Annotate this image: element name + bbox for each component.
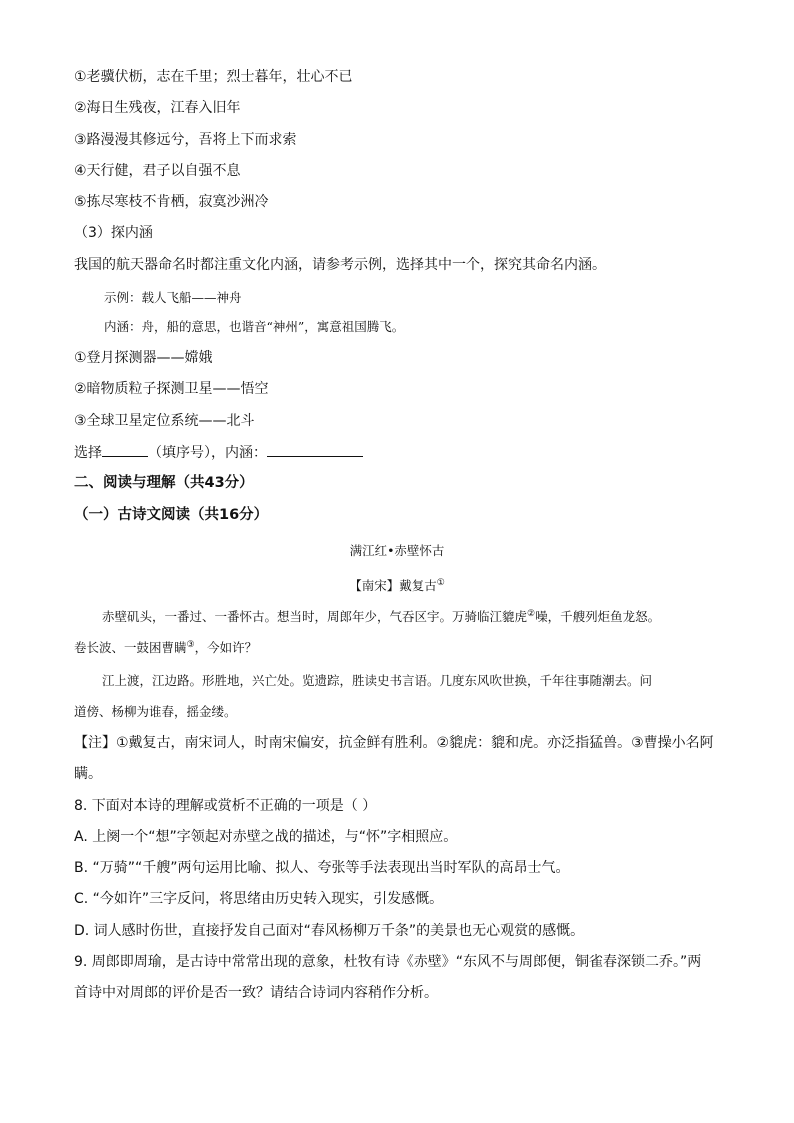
section3-choice-2: ②暗物质粒子探测卫星——悟空 [74,381,269,397]
poem-author-text: 【南宋】戴复古 [349,578,437,593]
poem-author [0,576,794,596]
poem-title: 满江红•赤壁怀古 [349,543,445,558]
note-mark-2: ② [527,608,536,619]
poem-stanza1-line1 [102,607,660,627]
option-item-3: ③路漫漫其修远兮，吾将上下而求索 [74,132,297,148]
question9-line-2: 首诗中对周郎的评价是否一致？请结合诗词内容稍作分析。 [74,985,438,1001]
question8-option-c[interactable]: C. “今如许”三字反问，将思绪由历史转入现实，引发感慨。 [74,891,444,907]
question8-stem: 8. 下面对本诗的理解或赏析不正确的一项是（ ） [74,798,377,814]
select-number-blank[interactable] [102,442,148,457]
section3-choice-3: ③全球卫星定位系统——北斗 [74,413,255,429]
question8-option-b[interactable]: B. “万骑”“千艘”两句运用比喻、拟人、夸张等手法表现出当时军队的高昂士气。 [74,860,570,876]
note-mark-3: ③ [186,639,195,650]
section3-instruction: 我国的航天器命名时都注重文化内涵，请参考示例，选择其中一个，探究其命名内涵。 [74,257,606,273]
section3-heading: （3）探内涵 [74,225,153,241]
author-note-mark: ① [436,577,445,588]
question8-option-d[interactable]: D. 词人感时伤世，直接抒发自己面对“春风杨柳万千条”的美景也无心观赏的感慨。 [74,923,585,939]
option-item-1: ①老骥伏枥，志在千里；烈士暮年，壮心不已 [74,69,353,85]
answer-select-label: 选择 [74,445,102,461]
notes-line-1: 【注】①戴复古，南宋词人，时南宋偏安，抗金鲜有胜利。②貔虎：貔和虎。亦泛指猛兽。③曹操小名阿 [74,735,714,751]
section3-choice-1: ①登月探测器——嫦娥 [74,350,213,366]
stanza1-line2-part-b: ，今如许？ [194,640,258,655]
section3-answer-line [74,442,363,463]
poem-stanza1-line2 [74,638,257,658]
question8-option-a[interactable]: A. 上阕一个“想”字领起对赤壁之战的描述，与“怀”字相照应。 [74,829,458,845]
stanza1-line1-part-b: 噪，千艘列炬鱼龙怒。 [535,609,661,624]
stanza1-line1-part-a: 赤壁矶头，一番过、一番怀古。想当时，周郎年少，气吞区宇。万骑临江貔虎 [102,609,528,624]
option-item-5: ⑤拣尽寒枝不肯栖，寂寞沙洲冷 [74,194,269,210]
part2-heading: 二、阅读与理解（共43分） [74,475,254,491]
notes-line-2: 瞒。 [74,766,102,782]
answer-fill-label: （填序号），内涵： [148,445,267,461]
stanza1-line2-part-a: 卷长波、一鼓困曹瞒 [74,640,187,655]
question9-line-1: 9. 周郎即周瑜，是古诗中常常出现的意象，杜牧有诗《赤壁》“东风不与周郎便，铜雀春深锁二乔。”两 [74,954,702,970]
poem-stanza2-line2: 道傍、杨柳为谁春，摇金缕。 [74,704,237,719]
part2-sub-heading: （一）古诗文阅读（共16分） [74,507,269,523]
section3-meaning: 内涵：舟，船的意思，也谐音“神州”，寓意祖国腾飞。 [104,319,405,334]
option-item-4: ④天行健，君子以自强不息 [74,163,241,179]
section3-example: 示例：载人飞船——神舟 [104,290,242,305]
option-item-2: ②海日生残夜，江春入旧年 [74,100,241,116]
poem-stanza2-line1: 江上渡，江边路。形胜地，兴亡处。览遗踪，胜读史书言语。几度东风吹世换，千年往事随潮去。问 [102,673,653,688]
meaning-blank[interactable] [267,442,363,457]
